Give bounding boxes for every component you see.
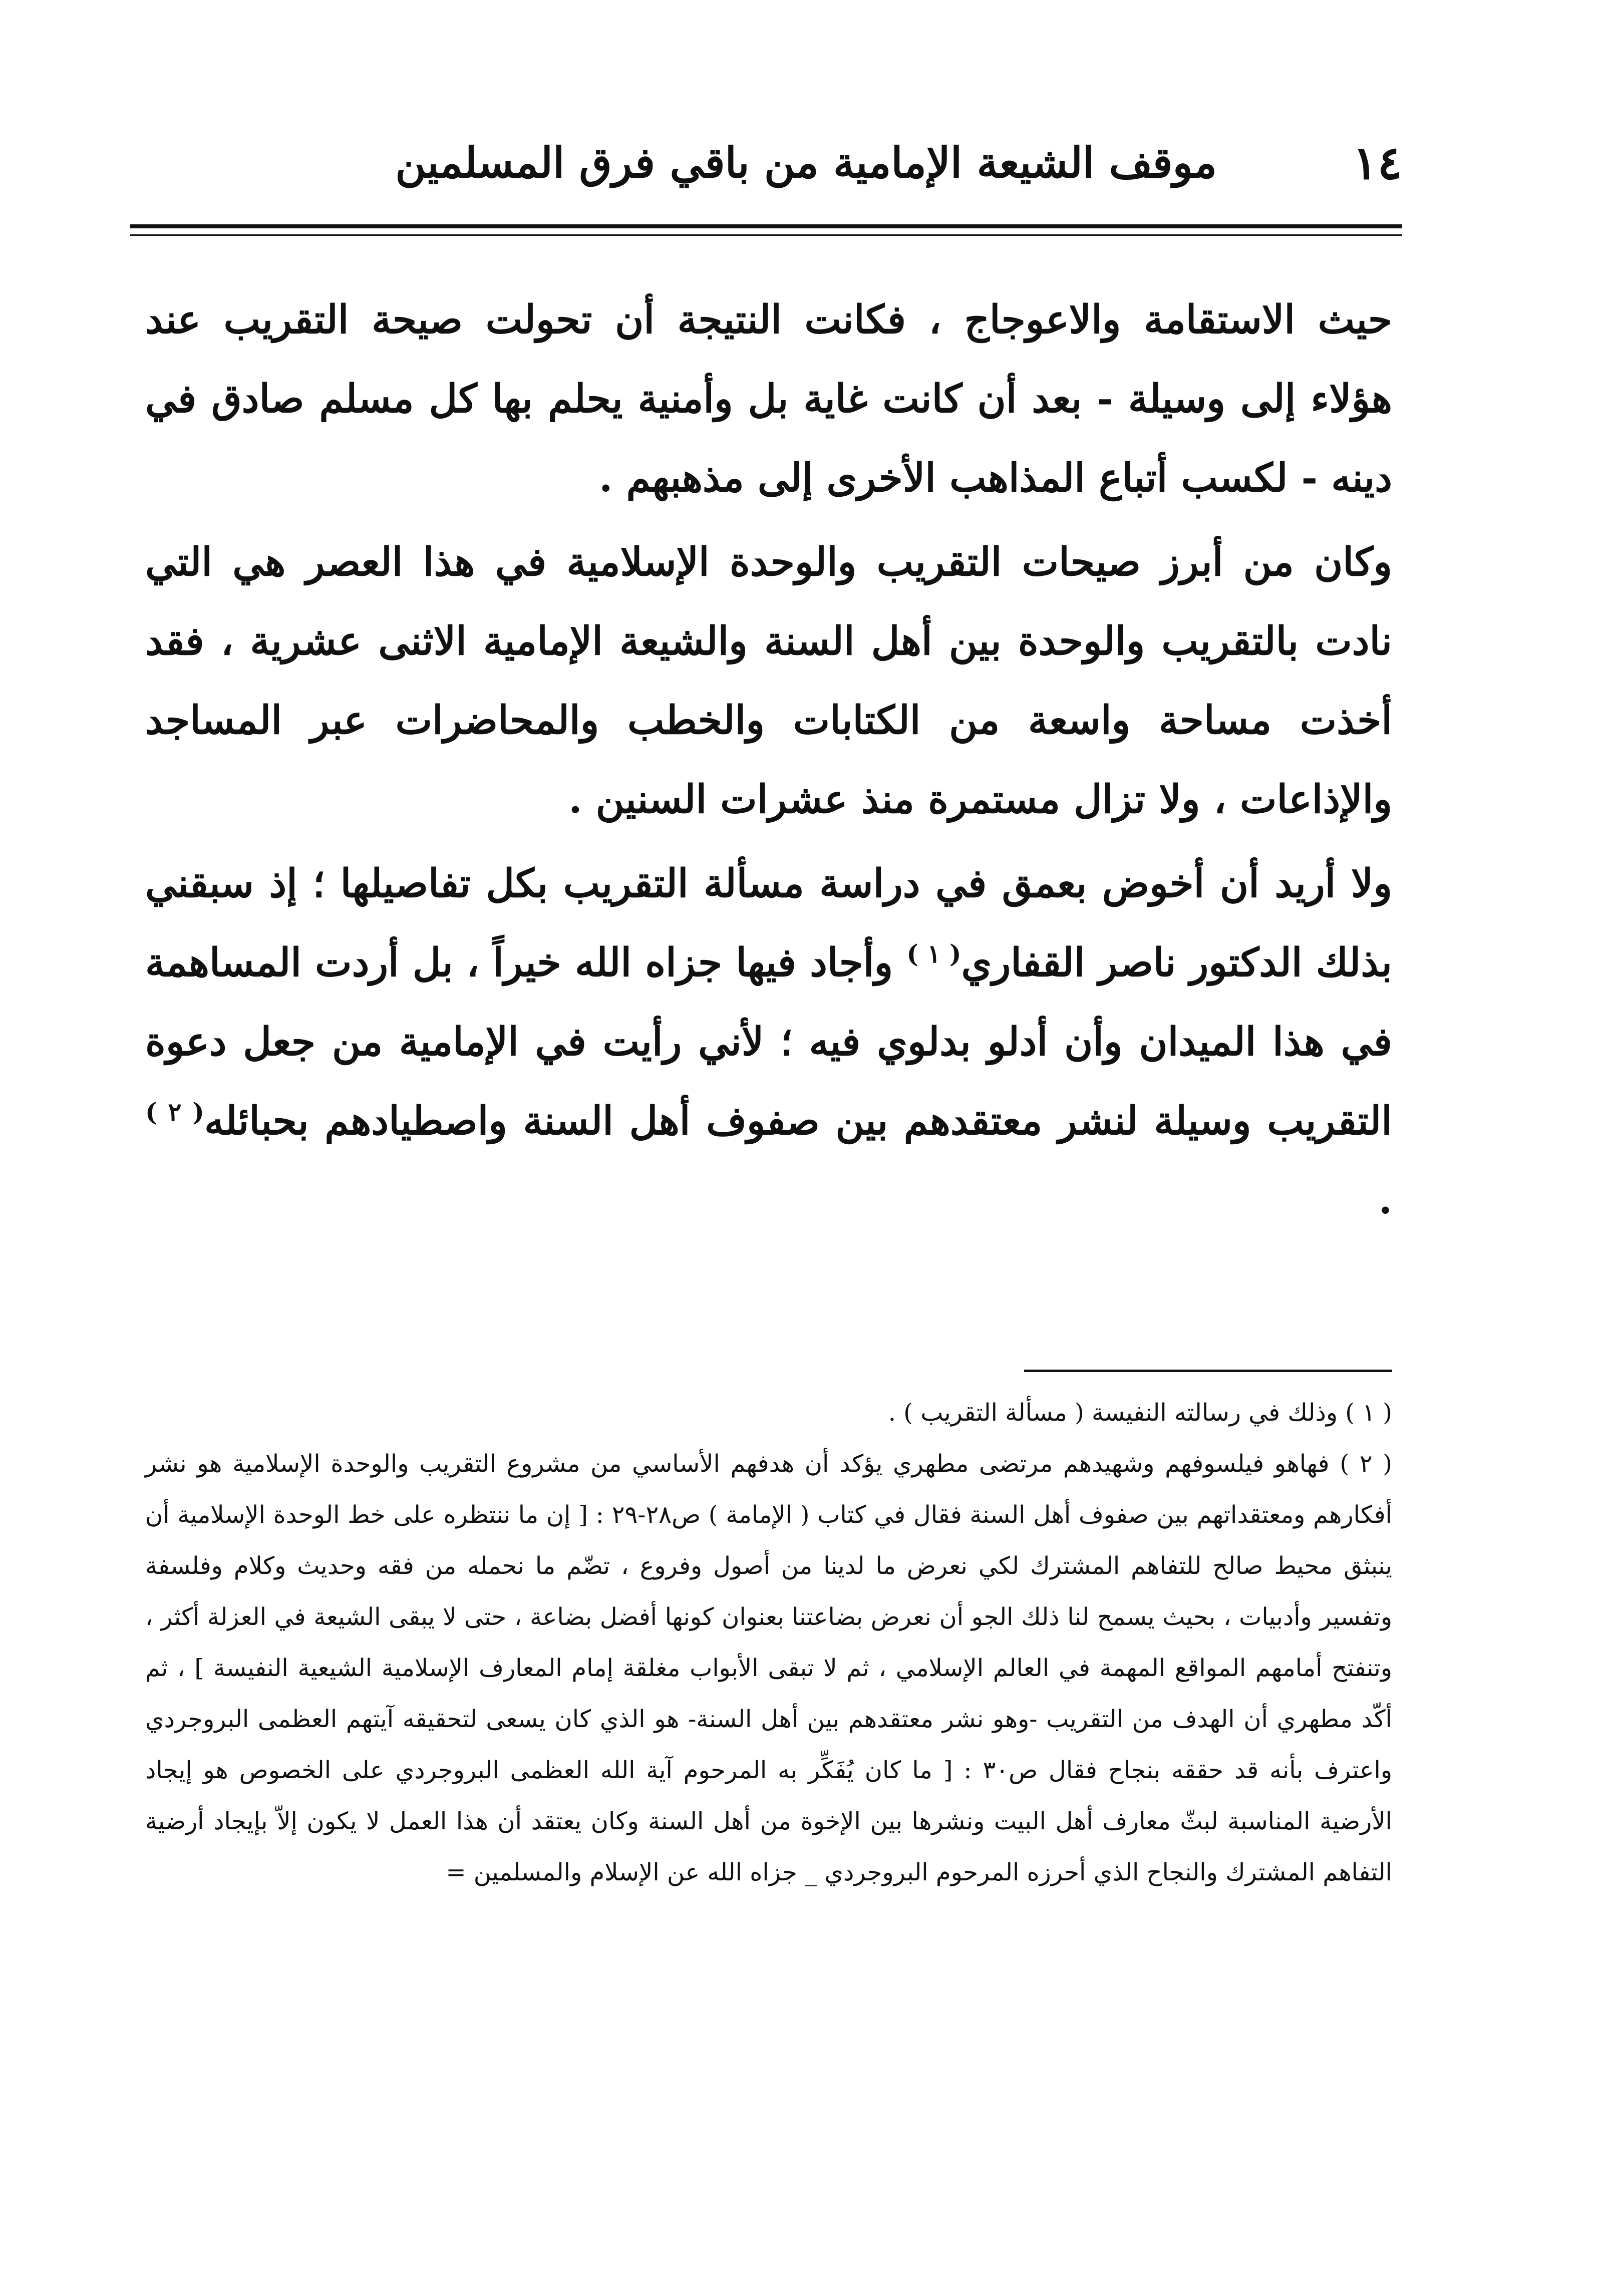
paragraph-text: وأجاد فيها جزاه الله خيراً ، بل أردت المساهمة في هذا الميدان وأن أدلو بدلوي فيه ؛ لأني رأيت في الإمامية من جعل دعوة التقريب وسيلة لنشر معتقدهم بين صفوف أهل السنة واصطيادهم بحبائله [145, 940, 1392, 1144]
paragraph: وكان من أبرز صيحات التقريب والوحدة الإسلامية في هذا العصر هي التي نادت بالتقريب والوحدة بين أهل السنة والشيعة الإمامية الاثنى عشرية ، فقد أخذت مساحة واسعة من الكتابات والخطب والمحاضرات عبر المساجد والإذاعات ، ولا تزال مستمرة منذ عشرات السنين . [145, 539, 1392, 822]
paragraph [145, 844, 1392, 1240]
paragraph-text: ولا أريد أن أخوض بعمق في دراسة مسألة التقريب بكل تفاصيلها ؛ إذ سبقني بذلك الدكتور ناصر القفاري [145, 861, 1392, 986]
footnote-reference: ( ١ ) [906, 939, 961, 968]
paragraph-text: . [1378, 1177, 1392, 1223]
main-text [145, 280, 1392, 1245]
header-rule-thick [130, 224, 1402, 228]
footnote: ( ١ ) وذلك في رسالته النفيسة ( مسألة التقريب ) . [888, 1399, 1392, 1427]
footnote: ( ٢ ) فهاهو فيلسوفهم وشهيدهم مرتضى مطهري يؤكد أن هدفهم الأساسي من مشروع التقريب والوحدة الإسلامية هو نشر أفكارهم ومعتقداتهم بين صفوف أهل السنة فقال في كتاب ( الإمامة ) ص٢٨-٢٩ : [ إن ما ننتظره على خط الوحدة الإسلامية أن ينبثق محيط صالح للتفاهم المشترك لكي نعرض ما لدينا من أصول وفروع ، تضّم ما نحمله من فقه وحديث وكلام وفلسفة وتفسير وأدبيات ، بحيث يسمح لنا ذلك الجو أن نعرض بضاعتنا بعنوان كونها أفضل بضاعة ، حتى لا يبقى الشيعة في العزلة أكثر ، وتنفتح أمامهم المواقع المهمة في العالم الإسلامي ، ثم لا تبقى الأبواب مغلقة إمام المعارف الإسلامية الشيعية النفيسة ] ، ثم أكّد مطهري أن الهدف من التقريب -وهو نشر معتقدهم بين أهل السنة- هو الذي كان يسعى لتحقيقه آيتهم العظمى البروجردي واعترف بأنه قد حققه بنجاح فقال ص٣٠ : [ ما كان يُفَكِّر به المرحوم آية الله العظمى البروجردي على الخصوص هو إيجاد الأرضية المناسبة لبثّ معارف أهل البيت ونشرها بين الإخوة من أهل السنة وكان يعتقد أن هذا العمل لا يكون إلاّ بإيجاد أرضية التفاهم المشترك والنجاح الذي أحرزه المرحوم البروجردي _ جزاه الله عن الإسلام والمسلمين = [145, 1450, 1393, 1886]
footnotes [145, 1387, 1392, 1898]
running-title: موقف الشيعة الإمامية من باقي فرق المسلمين [395, 138, 1217, 187]
page-number: ١٤ [1353, 136, 1402, 190]
paragraph: حيث الاستقامة والاعوجاج ، فكانت النتيجة أن تحولت صيحة التقريب عند هؤلاء إلى وسيلة - بعد أن كانت غاية بل وأمنية يحلم بها كل مسلم صادق في دينه - لكسب أتباع المذاهب الأخرى إلى مذهبهم . [145, 297, 1392, 501]
header-rule-thin [130, 234, 1402, 236]
footnote-separator [1024, 1370, 1392, 1372]
footnote-reference: ( ٢ ) [145, 1097, 204, 1127]
page-header [135, 128, 1402, 198]
